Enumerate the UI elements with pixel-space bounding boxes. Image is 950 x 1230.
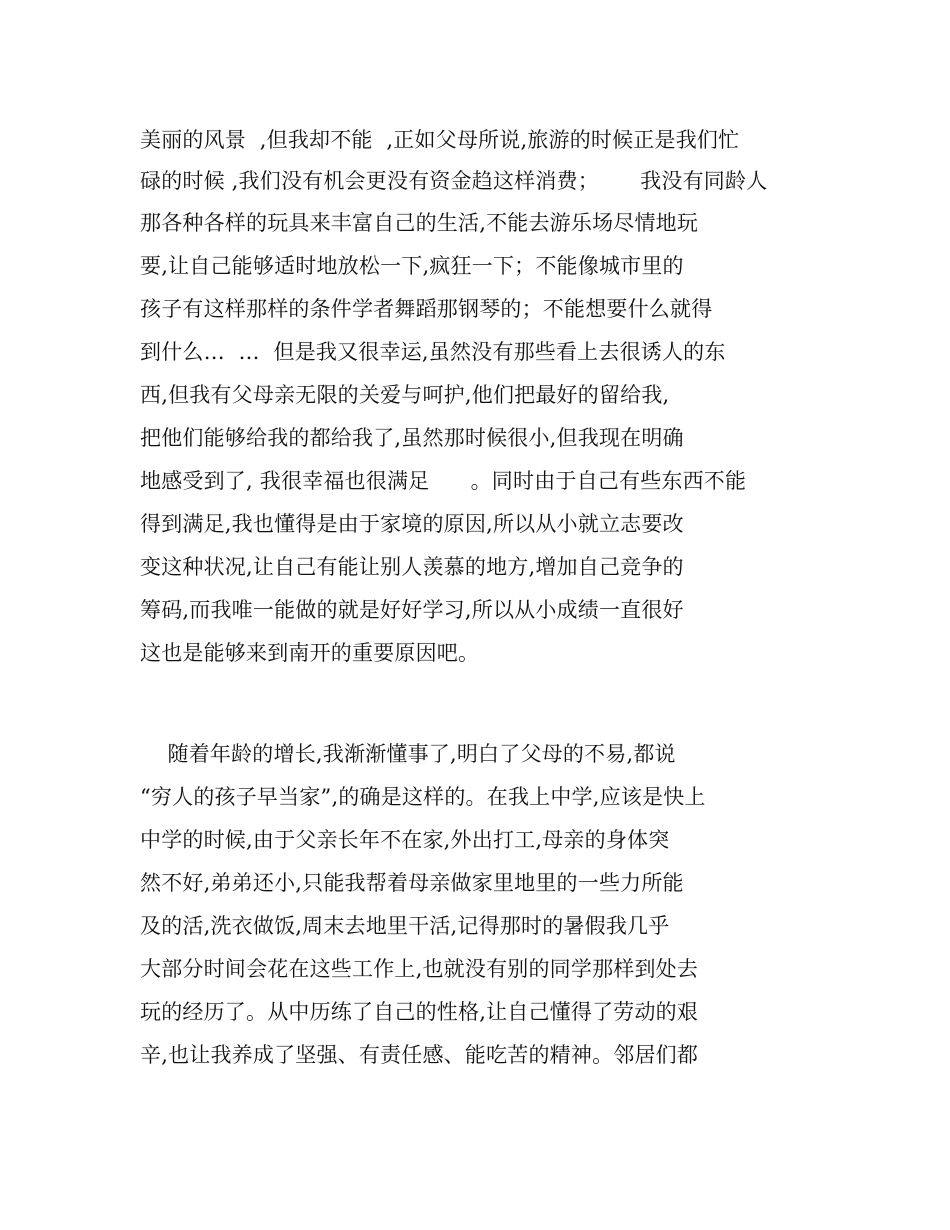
paragraph-1-line-10: 得到满足,我也懂得是由于家境的原因,所以从小就立志要改 [140, 512, 684, 536]
paragraph-1-line-11: 变这种状况,让自己有能让别人羡慕的地方,增加自己竞争的 [140, 555, 684, 579]
paragraph-2-line-1: 随着年龄的增长,我渐渐懂事了,明白了父母的不易,都说 [140, 742, 676, 766]
paragraph-1-line-5: 孩子有这样那样的条件学者舞蹈那钢琴的；不能想要什么就得 [140, 297, 713, 321]
paragraph-2-line-6: 大部分时间会花在这些工作上,也就没有别的同学那样到处去 [140, 957, 699, 981]
paragraph-1-line-9: 地感受到了, 我很幸福也很满足 。同时由于自己有些东西不能 [140, 469, 747, 493]
paragraph-2-line-4: 然不好,弟弟还小,只能我帮着母亲做家里地里的一些力所能 [140, 871, 684, 895]
paragraph-1-line-2: 碌的时候 ,我们没有机会更没有资金趋这样消费； 我没有同龄人 [140, 169, 768, 193]
paragraph-1-line-7: 西,但我有父母亲无限的关爱与呵护,他们把最好的留给我, [140, 383, 670, 407]
paragraph-2-line-3: 中学的时候,由于父亲长年不在家,外出打工,母亲的身体突 [140, 828, 670, 852]
paragraph-1-line-1: 美丽的风景 ,但我却不能 ,正如父母所说,旅游的时候正是我们忙 [140, 128, 740, 152]
paragraph-2-line-5: 及的活,洗衣做饭,周末去地里干活,记得那时的暑假我几乎 [140, 914, 670, 938]
paragraph-1-line-3: 那各种各样的玩具来丰富自己的生活,不能去游乐场尽情地玩 [140, 211, 699, 235]
paragraph-2-line-2: “穷人的孩子早当家”,的确是这样的。在我上中学,应该是快上 [140, 785, 706, 809]
paragraph-2-line-7: 玩的经历了。从中历练了自己的性格,让自己懂得了劳动的艰 [140, 1000, 699, 1024]
paragraph-1-line-4: 要,让自己能够适时地放松一下,疯狂一下；不能像城市里的 [140, 254, 684, 278]
paragraph-2-line-8: 辛,也让我养成了坚强、有责任感、能吃苦的精神。邻居们都 [140, 1043, 699, 1067]
paragraph-1-line-8: 把他们能够给我的都给我了,虽然那时候很小,但我现在明确 [140, 426, 684, 450]
paragraph-1-line-6: 到什么… … 但是我又很幸运,虽然没有那些看上去很诱人的东 [140, 340, 726, 364]
paragraph-1-line-12: 筹码,而我唯一能做的就是好好学习,所以从小成绩一直很好 [140, 598, 684, 622]
paragraph-1-line-13: 这也是能够来到南开的重要原因吧。 [140, 641, 480, 665]
